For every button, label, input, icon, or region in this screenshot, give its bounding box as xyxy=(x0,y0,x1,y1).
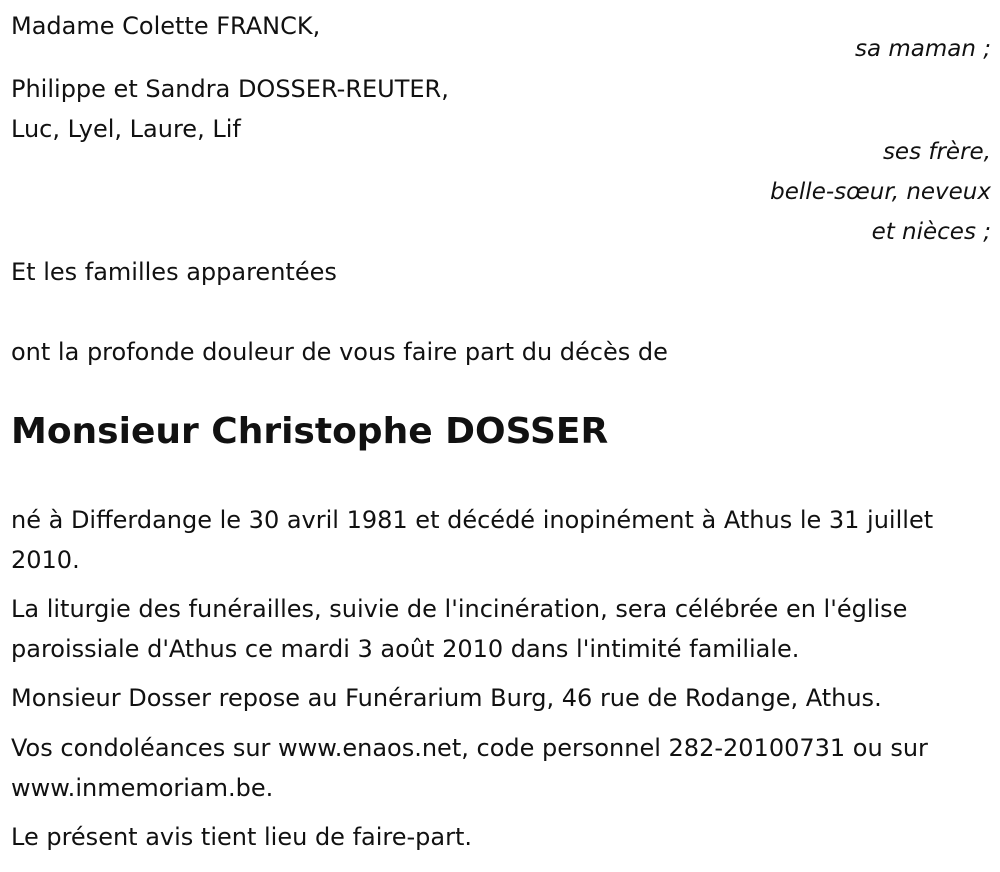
announcement-text: ont la profonde douleur de vous faire part du décès de xyxy=(11,338,668,366)
notice-paragraph: Le présent avis tient lieu de faire-part. xyxy=(11,823,473,851)
birth-death-paragraph: né à Differdange le 30 avril 1981 et décédé inopinément à Athus le 31 juillet 2010. xyxy=(11,506,934,574)
mother-name: Madame Colette FRANCK, xyxy=(11,12,321,40)
condolences-paragraph: Vos condoléances sur www.enaos.net, code personnel 282-20100731 ou sur www.inmemoriam.be. xyxy=(11,734,928,802)
sibling-role-line-2: belle-sœur, neveux xyxy=(770,179,991,205)
mother-role: sa maman ; xyxy=(854,36,991,62)
sibling-role-line-1: ses frère, xyxy=(882,139,991,165)
nephews-nieces-names: Luc, Lyel, Laure, Lif xyxy=(11,115,241,143)
sibling-role-line-3: et nièces ; xyxy=(871,219,991,245)
sibling-couple: Philippe et Sandra DOSSER-REUTER, xyxy=(11,75,449,103)
deceased-name: Monsieur Christophe DOSSER xyxy=(11,411,609,452)
funeral-paragraph: La liturgie des funérailles, suivie de l'incinération, sera célébrée en l'église paroissiale d'Athus ce mardi 3 août 2010 dans l'intimité familiale. xyxy=(11,595,908,663)
related-families: Et les familles apparentées xyxy=(11,258,337,286)
repose-paragraph: Monsieur Dosser repose au Funérarium Burg, 46 rue de Rodange, Athus. xyxy=(11,684,882,712)
